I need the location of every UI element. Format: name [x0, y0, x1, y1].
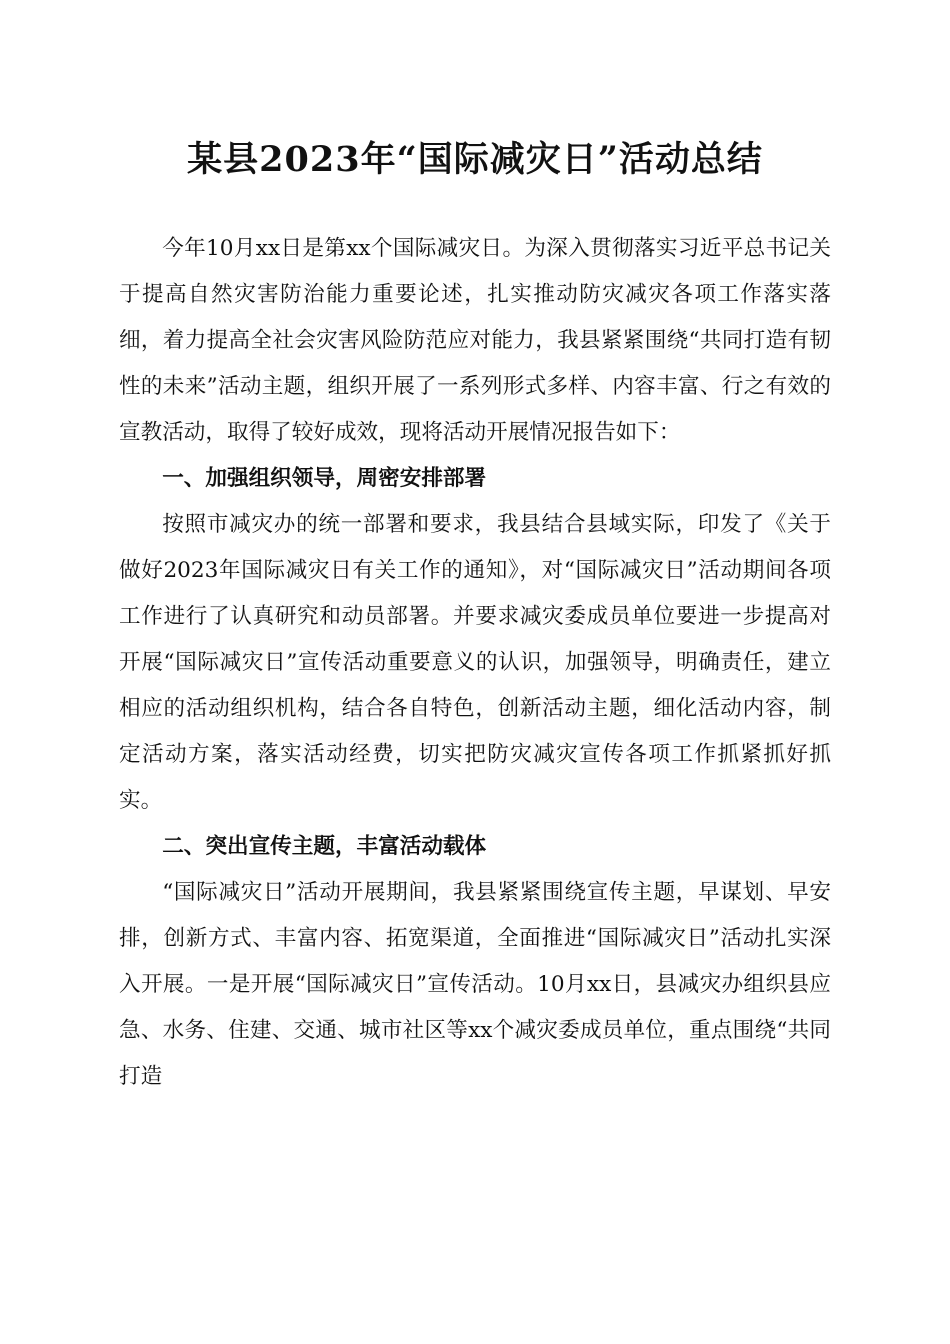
intro-paragraph: 今年10月xx日是第xx个国际减灾日。为深入贯彻落实习近平总书记关于提高自然灾害防治能力重要论述，扎实推动防灾减灾各项工作落实落细，着力提高全社会灾害风险防范应对能力，我县紧紧围绕“共同打造有韧性的未来”活动主题，组织开展了一系列形式多样、内容丰富、行之有效的宣教活动，取得了较好成效，现将活动开展情况报告如下：	[119, 236, 831, 445]
section-heading-1: 一、加强组织领导，周密安排部署	[162, 466, 487, 491]
section-2-paragraph: “国际减灾日”活动开展期间，我县紧紧围绕宣传主题，早谋划、早安排，创新方式、丰富内容、拓宽渠道，全面推进“国际减灾日”活动扎实深入开展。一是开展“国际减灾日”宣传活动。10月xx日，县减灾办组织县应急、水务、住建、交通、城市社区等xx个减灾委成员单位，重点围绕“共同打造	[119, 880, 831, 1089]
section-heading-2: 二、突出宣传主题，丰富活动载体	[162, 834, 487, 859]
document-title: 某县2023年“国际减灾日”活动总结	[187, 139, 763, 180]
document-body	[119, 226, 831, 1100]
section-1-paragraph: 按照市减灾办的统一部署和要求，我县结合县域实际，印发了《关于做好2023年国际减灾日有关工作的通知》，对“国际减灾日”活动期间各项工作进行了认真研究和动员部署。并要求减灾委成员单位要进一步提高对开展“国际减灾日”宣传活动重要意义的认识，加强领导，明确责任，建立相应的活动组织机构，结合各自特色，创新活动主题，细化活动内容，制定活动方案，落实活动经费，切实把防灾减灾宣传各项工作抓紧抓好抓实。	[119, 512, 831, 813]
